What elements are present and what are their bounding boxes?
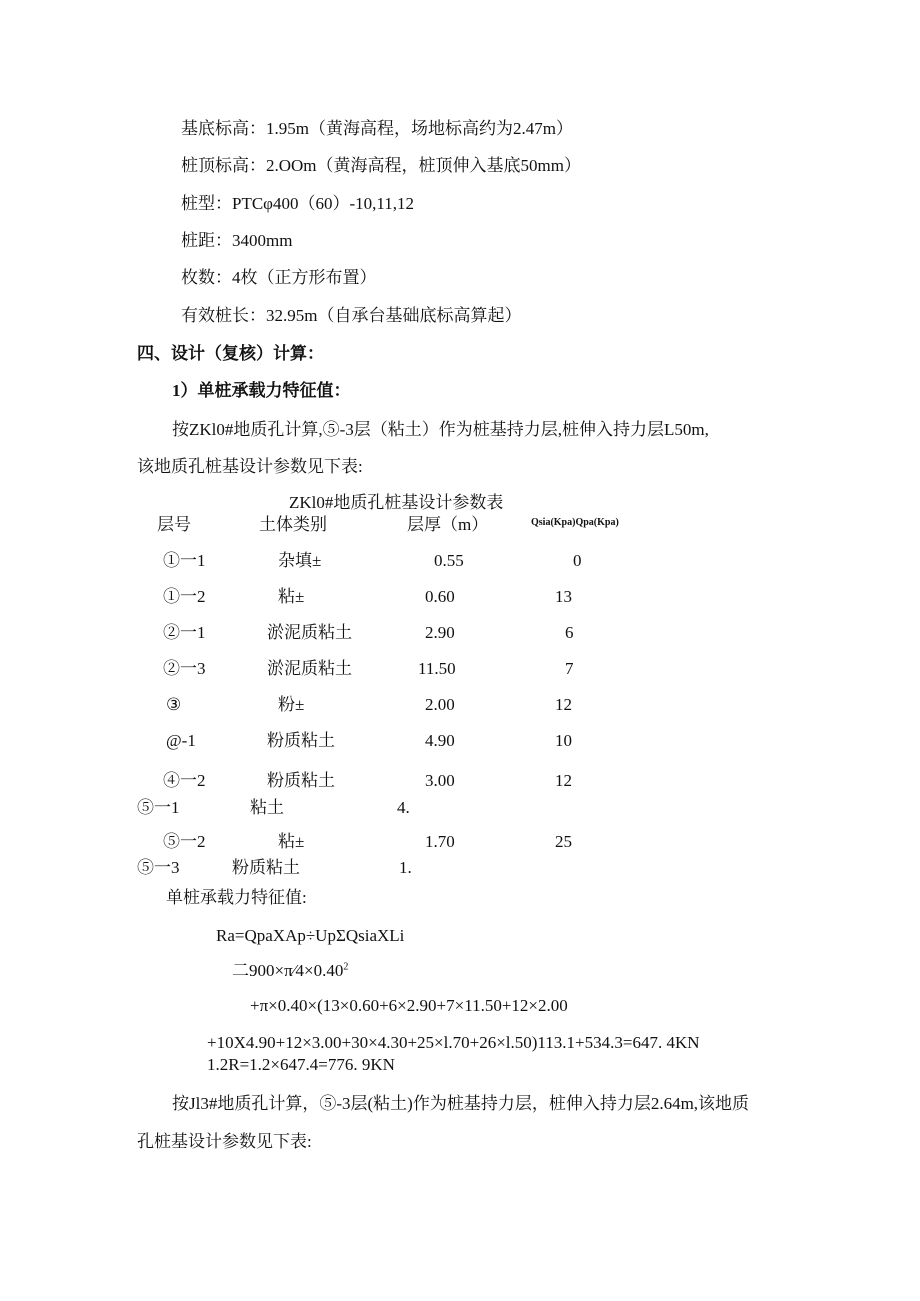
cell-qsia: 0 <box>573 551 582 570</box>
formula-line-3: +10X4.90+12×3.00+30×4.30+25×l.70+26×l.50)113.1+534.3=647. 4KN <box>207 1033 700 1052</box>
pile-type-line: 桩型：PTCφ400（60）-10,11,12 <box>181 194 415 213</box>
cell-qsia: 6 <box>565 623 574 642</box>
cell-layer: ②一3 <box>163 659 206 678</box>
formula-line-1-text: 二900×π⁄4×0.40 <box>232 961 344 980</box>
cell-thickness: 11.50 <box>418 659 456 678</box>
pile-spacing-line: 桩距：3400mm <box>181 231 293 250</box>
formula-line-4: 1.2R=1.2×647.4=776. 9KN <box>207 1055 395 1074</box>
cell-soil: 淤泥质粘土 <box>267 623 352 642</box>
cell-layer: ⑤一1 <box>137 798 180 817</box>
cell-soil: 粉± <box>278 695 305 714</box>
sub-heading: 1）单桩承载力特征值： <box>172 381 351 400</box>
cell-layer: ⑤一2 <box>163 832 206 851</box>
cell-soil: 杂填± <box>278 551 322 570</box>
cell-soil: 粘± <box>278 832 305 851</box>
header-soil: 土体类别 <box>259 515 327 534</box>
base-elevation-line: 基底标高：1.95m（黄海高程，场地标高约为2.47m） <box>181 119 573 138</box>
cell-layer: ③ <box>166 695 182 714</box>
section-heading: 四、设计（复核）计算： <box>137 344 324 363</box>
paragraph-2-line-1: 按Jl3#地质孔计算，⑤-3层(粘土)作为桩基持力层，桩伸入持力层2.64m,该地质 <box>172 1094 750 1113</box>
cell-qsia: 10 <box>555 731 572 750</box>
cell-layer: ②一1 <box>163 623 206 642</box>
cell-qsia: 12 <box>555 695 572 714</box>
cell-thickness: 1. <box>399 858 412 877</box>
pile-top-elevation-line: 桩顶标高：2.OOm（黄海高程，桩顶伸入基底50mm） <box>181 156 581 175</box>
paragraph-1-line-2: 该地质孔桩基设计参数见下表: <box>137 457 363 476</box>
cell-thickness: 4. <box>397 798 410 817</box>
effective-length-line: 有效桩长：32.95m（自承台基础底标高算起） <box>181 306 522 325</box>
cell-soil: 粉质粘土 <box>267 731 335 750</box>
cell-qsia: 7 <box>565 659 574 678</box>
cell-qsia: 13 <box>555 587 572 606</box>
cell-qsia: 12 <box>555 771 572 790</box>
cell-thickness: 4.90 <box>425 731 455 750</box>
header-thickness: 层厚（m） <box>407 515 489 534</box>
cell-soil: 粉质粘土 <box>232 858 300 877</box>
header-layer: 层号 <box>157 515 191 534</box>
header-params: Qsia(Kpa)Qpa(Kpa) <box>531 517 619 528</box>
cell-thickness: 2.90 <box>425 623 455 642</box>
single-pile-label: 单桩承载力特征值: <box>166 888 307 907</box>
cell-soil: 粘± <box>278 587 305 606</box>
cell-layer: ①一1 <box>163 551 206 570</box>
formula-ra: Ra=QpaXAp÷UpΣQsiaXLi <box>216 926 405 945</box>
paragraph-1-line-1: 按ZKl0#地质孔计算,⑤-3层（粘土）作为桩基持力层,桩伸入持力层L50m, <box>172 420 709 439</box>
cell-thickness: 2.00 <box>425 695 455 714</box>
cell-thickness: 3.00 <box>425 771 455 790</box>
paragraph-2-line-2: 孔桩基设计参数见下表: <box>137 1132 312 1151</box>
cell-layer: ④一2 <box>163 771 206 790</box>
cell-soil: 淤泥质粘土 <box>267 659 352 678</box>
cell-layer: ①一2 <box>163 587 206 606</box>
cell-thickness: 0.55 <box>434 551 464 570</box>
cell-thickness: 0.60 <box>425 587 455 606</box>
cell-layer: ⑤一3 <box>137 858 180 877</box>
cell-layer: @-1 <box>166 731 196 750</box>
cell-thickness: 1.70 <box>425 832 455 851</box>
formula-exponent: 2 <box>343 961 349 973</box>
table-title: ZKl0#地质孔桩基设计参数表 <box>289 493 504 512</box>
cell-soil: 粘土 <box>250 798 284 817</box>
formula-line-2: +π×0.40×(13×0.60+6×2.90+7×11.50+12×2.00 <box>250 996 568 1015</box>
pile-count-line: 枚数：4枚（正方形布置） <box>181 268 377 287</box>
formula-line-1 <box>232 960 348 982</box>
cell-qsia: 25 <box>555 832 572 851</box>
cell-soil: 粉质粘土 <box>267 771 335 790</box>
